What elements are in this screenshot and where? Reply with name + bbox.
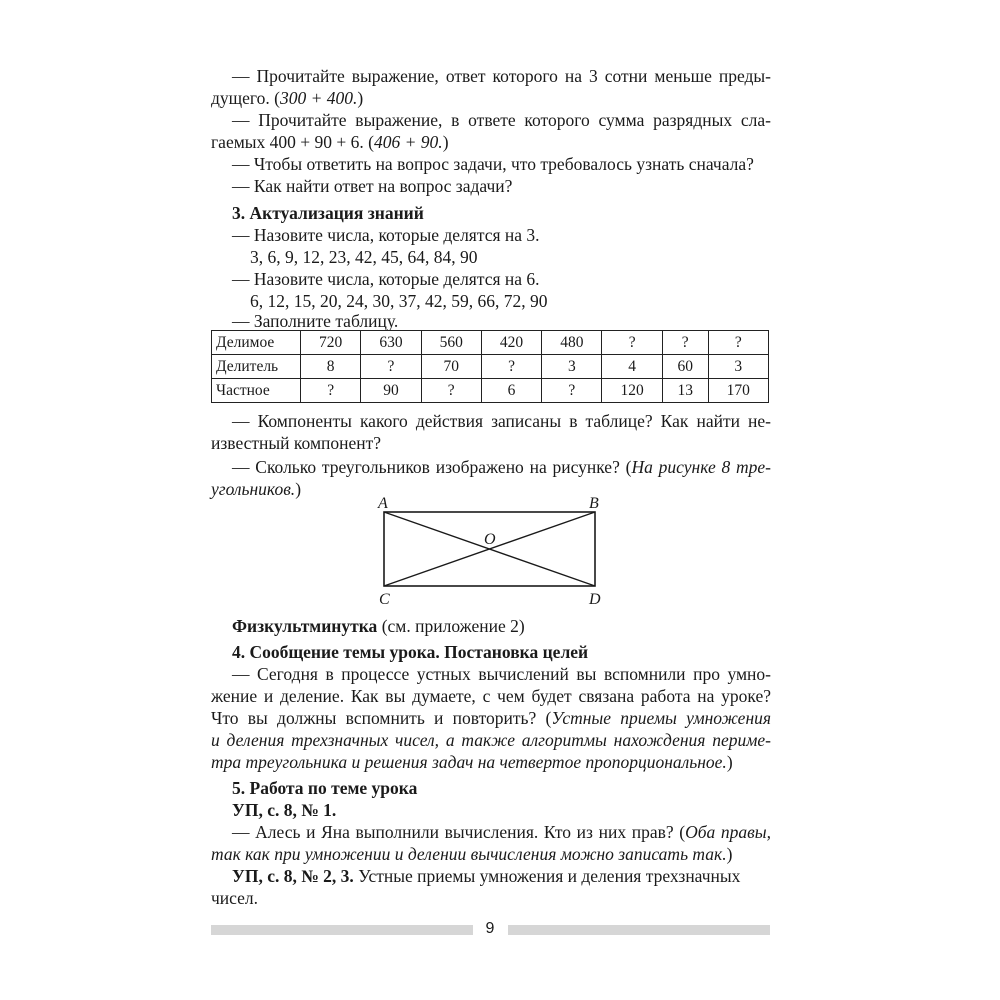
vertex-label-d: D [589,591,601,608]
intro-line-3: — Прочитайте выражение, в ответе которого сумма разрядных сла- [232,110,771,130]
intro-line-4: гаемых 400 + 90 + 6. (406 + 90.) [211,132,449,152]
page-number: 9 [485,920,495,937]
table-cell: 70 [421,355,481,379]
section-3-question-4b: известный компонент? [211,433,382,453]
table-cell: 6 [481,379,541,403]
section-5-line-1: — Алесь и Яна выполнили вычисления. Кто из них прав? (Оба правы, [232,822,771,842]
intro-line-5: — Чтобы ответить на вопрос задачи, что требовалось узнать сначала? [232,154,754,174]
vertex-label-b: B [589,495,599,512]
section-3-numbers-2: 6, 12, 15, 20, 24, 30, 37, 42, 59, 66, 72, 90 [250,291,548,311]
table-cell: 3 [708,355,768,379]
vertex-label-c: C [379,591,390,608]
section-4-line-1: — Сегодня в процессе устных вычислений вы вспомнили про умно- [232,664,771,684]
table-cell: 90 [361,379,421,403]
table-cell: 720 [301,331,361,355]
page-footer [0,917,1000,941]
vertex-label-a: A [378,495,388,512]
section-5-line-4: чисел. [211,888,259,908]
section-3-question-3: — Заполните таблицу. [232,311,399,331]
table-cell: 420 [481,331,541,355]
table-cell: ? [602,331,662,355]
table-cell: ? [481,355,541,379]
section-3-question-4a: — Компоненты какого действия записаны в таблице? Как найти не- [232,411,771,431]
intro-line-1: — Прочитайте выражение, ответ которого на 3 сотни меньше преды- [232,66,771,86]
section-4-line-4: и деления трехзначных чисел, а также алгоритмы нахождения периме- [211,730,771,750]
footer-rule-right [508,925,770,935]
fizminutka-line: Физкультминутка (см. приложение 2) [232,616,525,636]
section-5-line-2: так как при умножении и делении вычисления можно записать так.) [211,844,733,864]
section-5-line-3: УП, с. 8, № 2, 3. Устные приемы умножения и деления трехзначных [232,866,741,886]
section-3-heading: 3. Актуализация знаний [232,203,424,223]
table-cell: 8 [301,355,361,379]
center-label-o: O [484,531,496,548]
row-label: Частное [212,379,301,403]
section-5-reference-1: УП, с. 8, № 1. [232,800,337,820]
section-4-line-5: тра треугольника и решения задач на четвертое пропорциональное.) [211,752,733,772]
intro-line-2: дущего. (300 + 400.) [211,88,364,108]
section-5-heading: 5. Работа по теме урока [232,778,418,798]
table-cell: ? [708,331,768,355]
section-3-question-5b: угольников.) [211,479,302,499]
section-3-question-2: — Назовите числа, которые делятся на 6. [232,269,540,289]
section-3-question-1: — Назовите числа, которые делятся на 3. [232,225,540,245]
table-cell: 3 [542,355,602,379]
row-label: Делимое [212,331,301,355]
section-4-heading: 4. Сообщение темы урока. Постановка целей [232,642,589,662]
table-cell: 120 [602,379,662,403]
table-cell: ? [542,379,602,403]
table-cell: 480 [542,331,602,355]
table-cell: ? [662,331,708,355]
table-cell: 170 [708,379,768,403]
row-label: Делитель [212,355,301,379]
division-table [211,330,769,403]
table-cell: 4 [602,355,662,379]
table-row [212,379,769,403]
intro-line-6: — Как найти ответ на вопрос задачи? [232,176,513,196]
table-cell: 13 [662,379,708,403]
table-row [212,355,769,379]
section-4-line-2: жение и деление. Как вы думаете, с чем будет связана работа на уроке? [211,686,771,706]
section-4-line-3: Что вы должны вспомнить и повторить? (Устные приемы умножения [211,708,772,728]
table-cell: 60 [662,355,708,379]
section-3-numbers-1: 3, 6, 9, 12, 23, 42, 45, 64, 84, 90 [250,247,478,267]
section-3-question-5a: — Сколько треугольников изображено на рисунке? (На рисунке 8 тре- [232,457,771,477]
table-cell: 630 [361,331,421,355]
table-cell: ? [361,355,421,379]
table-cell: 560 [421,331,481,355]
table-row [212,331,769,355]
footer-rule-left [211,925,473,935]
rectangle-diagonals-figure [370,493,610,613]
table-cell: ? [421,379,481,403]
table-cell: ? [301,379,361,403]
